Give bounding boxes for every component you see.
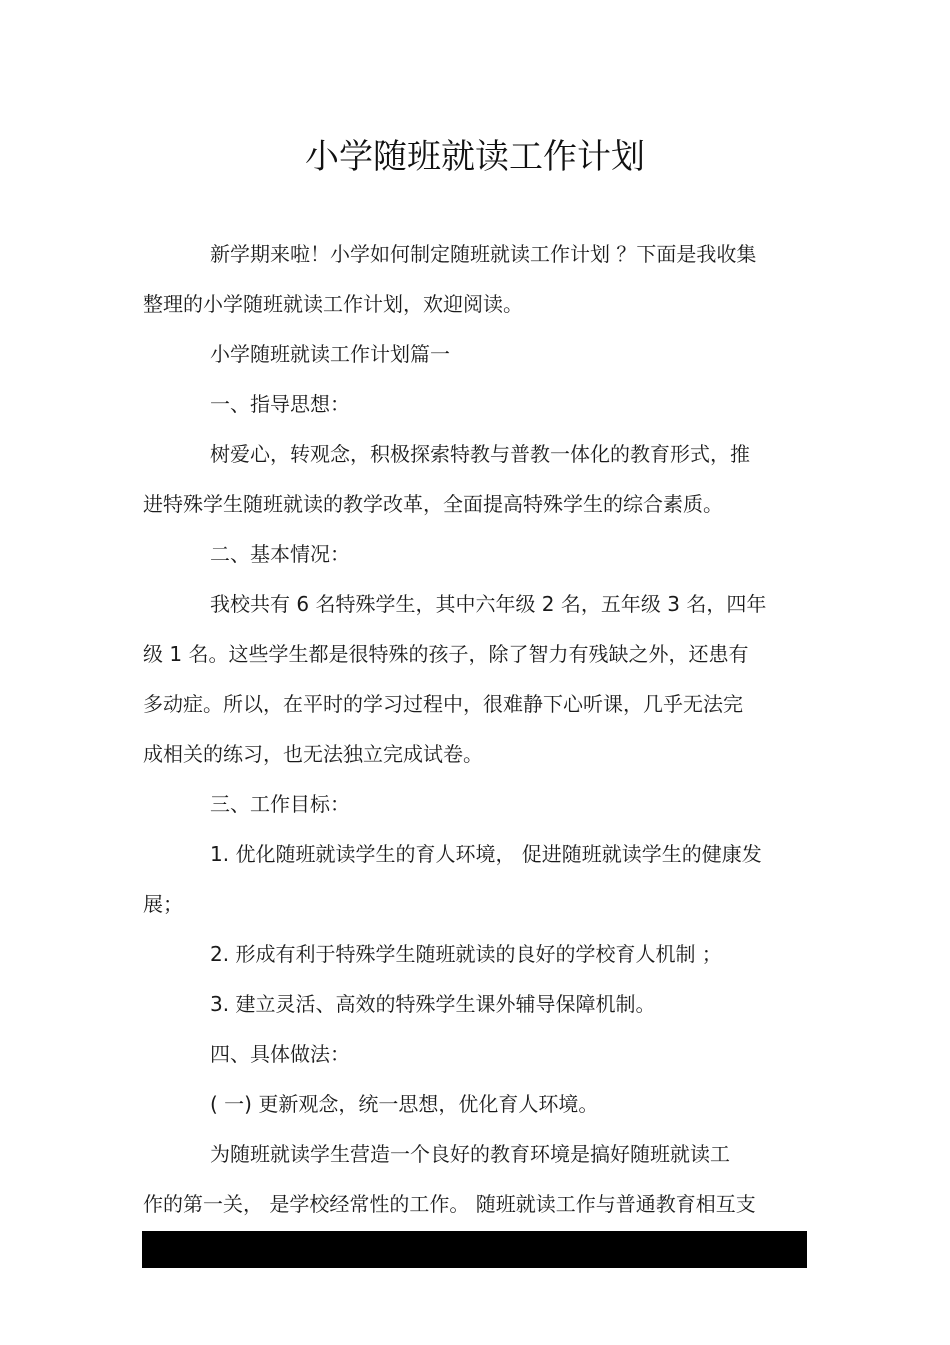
document-title: 小学随班就读工作计划 bbox=[305, 137, 645, 177]
paragraph-line: 我校共有 6 名特殊学生，其中六年级 2 名，五年级 3 名，四年 bbox=[210, 592, 767, 616]
paragraph-line: 进特殊学生随班就读的教学改革，全面提高特殊学生的综合素质。 bbox=[143, 492, 723, 516]
paragraph-line: 级 1 名。这些学生都是很特殊的孩子，除了智力有残缺之外，还患有 bbox=[143, 642, 749, 666]
list-item: 2. 形成有利于特殊学生随班就读的良好的学校育人机制 ； bbox=[210, 942, 722, 966]
section-heading: 一、指导思想： bbox=[210, 392, 350, 416]
subsection-heading: ( 一) 更新观念，统一思想，优化育人环境。 bbox=[210, 1092, 599, 1116]
section-heading: 二、基本情况： bbox=[210, 542, 350, 566]
paragraph-line: 整理的小学随班就读工作计划，欢迎阅读。 bbox=[143, 292, 523, 316]
section-heading: 三、工作目标： bbox=[210, 792, 350, 816]
paragraph-line: 新学期来啦！小学如何制定随班就读工作计划 ？下面是我收集 bbox=[210, 242, 757, 266]
section-heading: 四、具体做法： bbox=[210, 1042, 350, 1066]
paragraph-line: 多动症。所以，在平时的学习过程中，很难静下心听课，几乎无法完 bbox=[143, 692, 743, 716]
footer-bar bbox=[142, 1231, 807, 1268]
section-heading: 小学随班就读工作计划篇一 bbox=[210, 342, 450, 366]
list-item-continuation: 展； bbox=[143, 892, 183, 916]
paragraph-line: 为随班就读学生营造一个良好的教育环境是搞好随班就读工 bbox=[210, 1142, 730, 1166]
paragraph-line: 树爱心，转观念，积极探索特教与普教一体化的教育形式，推 bbox=[210, 442, 750, 466]
list-item: 1. 优化随班就读学生的育人环境， 促进随班就读学生的健康发 bbox=[210, 842, 762, 866]
paragraph-line: 作的第一关， 是学校经常性的工作。 随班就读工作与普通教育相互支 bbox=[143, 1192, 756, 1216]
paragraph-line: 成相关的练习，也无法独立完成试卷。 bbox=[143, 742, 483, 766]
list-item: 3. 建立灵活、高效的特殊学生课外辅导保障机制。 bbox=[210, 992, 656, 1016]
